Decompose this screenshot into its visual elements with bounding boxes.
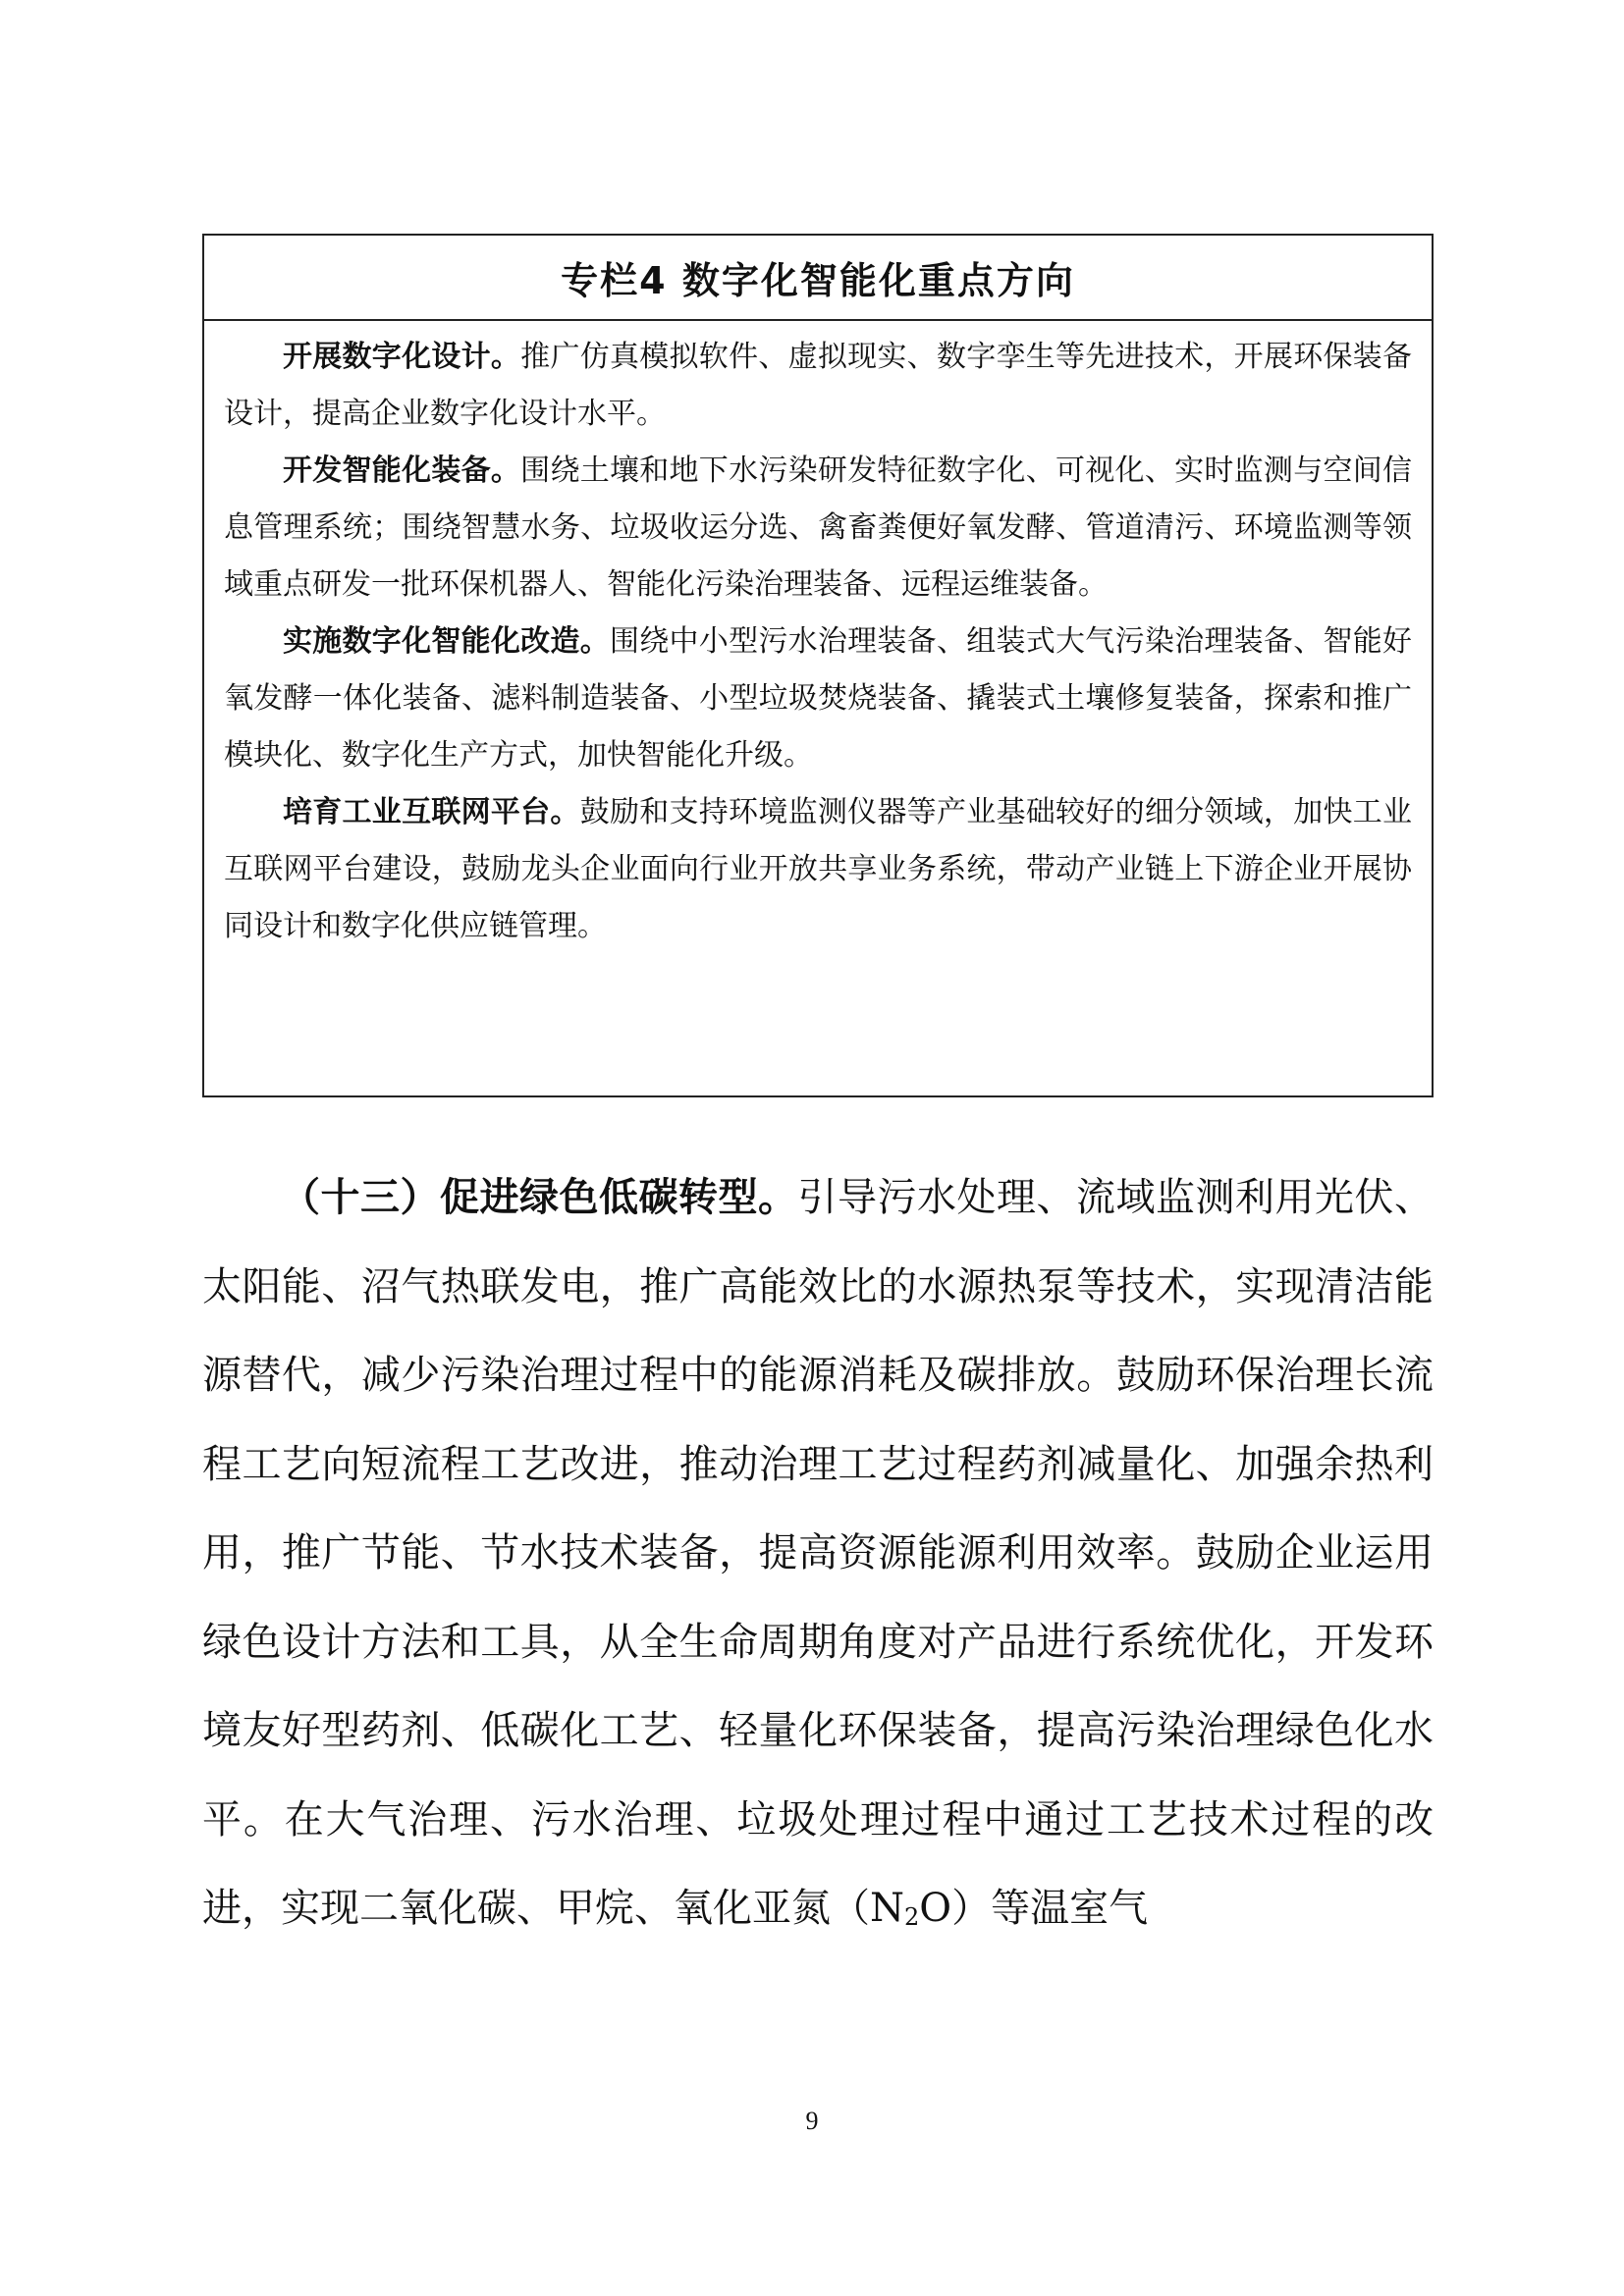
page-number: 9: [805, 2107, 819, 2135]
formula-n: N: [870, 1886, 904, 1931]
section-13-text: 引导污水处理、流域监测利用光伏、太阳能、沼气热联发电，推广高能效比的水源热泵等技术，实现清洁能源替代，减少污染治理过程中的能源消耗及碳排放。鼓励环保治理长流程工艺向短流程工艺改进，推动治理工艺过程药剂减量化、加强余热利用，推广节能、节水技术装备，提高资源能源利用效率。鼓励企业运用绿色设计方法和工具，从全生命周期角度对产品进行系统优化，开发环境友好型药剂、低碳化工艺、轻量化环保装备，提高污染治理绿色化水平。在大气治理、污水治理、垃圾处理过程中通过工艺技术过程的改进，实现二氧化碳、甲烷、氧化亚氮（: [202, 1175, 1434, 1931]
feature-item-lead: 开发智能化装备。: [283, 454, 521, 488]
feature-item-digital-design: [224, 329, 1412, 443]
section-13-text-end: ）等温室气: [951, 1886, 1149, 1931]
feature-item-lead: 实施数字化智能化改造。: [283, 624, 610, 659]
feature-item-digital-transformation: [224, 614, 1412, 784]
section-13-heading: （十三）促进绿色低碳转型。: [281, 1175, 798, 1220]
section-13-paragraph: [202, 1153, 1434, 1953]
formula-subscript: 2: [904, 1903, 920, 1931]
feature-item-lead: 培育工业互联网平台。: [283, 795, 580, 829]
formula-o: O: [919, 1886, 952, 1931]
feature-item-industrial-internet: [224, 784, 1412, 955]
feature-item-smart-equipment: [224, 443, 1412, 614]
feature-box: [202, 234, 1434, 1097]
feature-box-header: [204, 236, 1432, 321]
feature-item-text: 鼓励和支持环境监测仪器等产业基础较好的细分领域，加快工业互联网平台建设，鼓励龙头企业面向行业开放共享业务系统，带动产业链上下游企业开展协同设计和数字化供应链管理。: [224, 795, 1412, 943]
feature-item-lead: 开展数字化设计。: [283, 340, 521, 374]
feature-box-title: 专栏4 数字化智能化重点方向: [561, 259, 1075, 302]
feature-item-text: 围绕中小型污水治理装备、组装式大气污染治理装备、智能好氧发酵一体化装备、滤料制造装备、小型垃圾焚烧装备、撬装式土壤修复装备，探索和推广模块化、数字化生产方式，加快智能化升级。: [224, 624, 1413, 773]
feature-item-text: 围绕土壤和地下水污染研发特征数字化、可视化、实时监测与空间信息管理系统；围绕智慧水务、垃圾收运分选、禽畜粪便好氧发酵、管道清污、环境监测等领域重点研发一批环保机器人、智能化污染治理装备、远程运维装备。: [224, 454, 1413, 602]
feature-box-body: [204, 321, 1432, 955]
feature-item-text: 推广仿真模拟软件、虚拟现实、数字孪生等先进技术，开展环保装备设计，提高企业数字化设计水平。: [224, 340, 1413, 431]
main-section: [202, 1153, 1434, 1953]
